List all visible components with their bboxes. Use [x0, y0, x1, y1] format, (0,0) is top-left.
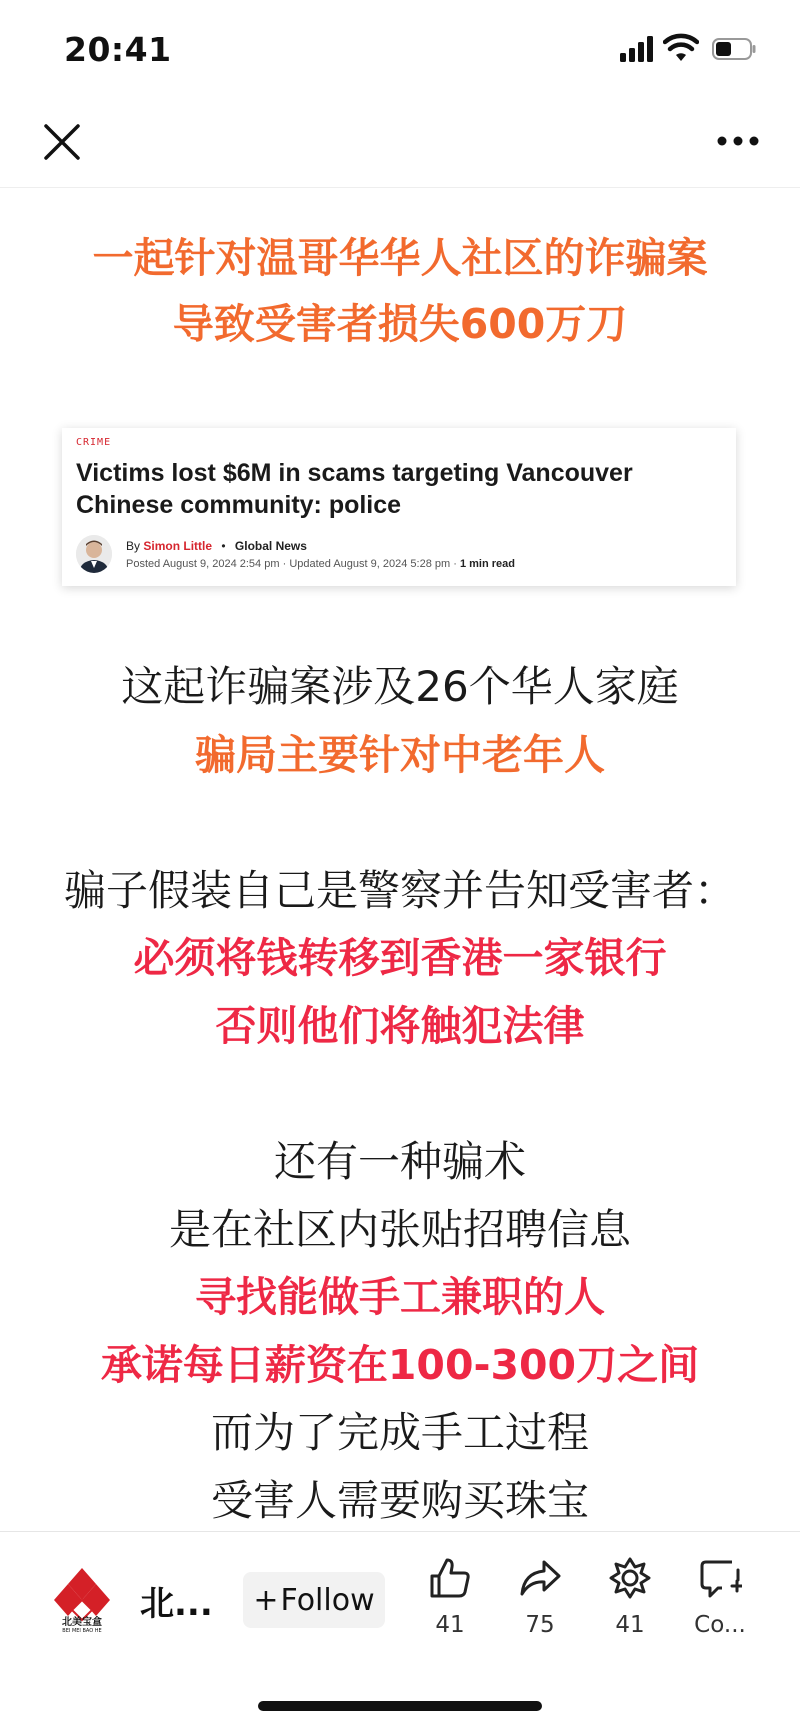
news-posted: Posted August 9, 2024 2:54 pm [126, 558, 280, 570]
follow-plus: + [253, 1582, 279, 1618]
news-updated: Updated August 9, 2024 5:28 pm [289, 558, 451, 570]
collect-button[interactable] [590, 1556, 670, 1666]
like-icon [428, 1556, 472, 1600]
byline-by: By [126, 539, 141, 553]
news-category: CRIME [76, 437, 112, 448]
follow-label: Follow [280, 1582, 375, 1618]
byline-author: Simon Little [143, 539, 213, 553]
news-byline [126, 539, 307, 553]
news-meta [126, 558, 515, 570]
channel-name[interactable]: 北... [140, 1584, 213, 1624]
comment-label: Co... [694, 1612, 746, 1638]
body-line: 骗局主要针对中老年人 [195, 731, 605, 779]
bottom-action-bar [0, 1531, 800, 1732]
byline-outlet: Global News [234, 539, 307, 553]
meta-separator: · [282, 558, 290, 570]
follow-button[interactable] [243, 1572, 385, 1628]
body-line: 而为了完成手工过程 [210, 1408, 589, 1457]
body-line: 骗子假装自己是警察并告知受害者： [63, 866, 736, 915]
meta-separator: · [453, 558, 460, 570]
news-screenshot-card [62, 428, 736, 586]
cellular-signal-icon [620, 36, 654, 62]
collect-icon [608, 1556, 652, 1600]
status-bar [0, 0, 800, 100]
battery-icon [712, 38, 756, 60]
body-line: 这起诈骗案涉及26个华人家庭 [121, 662, 679, 711]
body-line: 寻找能做手工兼职的人 [195, 1273, 605, 1321]
logo-text: 北美宝盒 [62, 1617, 102, 1628]
close-icon[interactable] [42, 122, 82, 162]
collect-count: 41 [615, 1612, 645, 1638]
comment-icon [698, 1556, 742, 1600]
body-line: 必须将钱转移到香港一家银行 [133, 934, 667, 982]
news-read-time: 1 min read [459, 558, 515, 570]
wifi-icon [663, 33, 699, 63]
body-line: 还有一种骗术 [273, 1137, 526, 1186]
more-icon[interactable] [716, 134, 760, 148]
share-button[interactable] [500, 1556, 580, 1666]
body-line: 否则他们将触犯法律 [215, 1002, 585, 1050]
body-line: 承诺每日薪资在100-300刀之间 [100, 1341, 700, 1389]
status-time: 20:41 [64, 30, 172, 69]
share-icon [518, 1556, 562, 1600]
comment-button[interactable] [680, 1556, 760, 1666]
body-line: 是在社区内张贴招聘信息 [168, 1205, 631, 1254]
top-nav [0, 100, 800, 188]
like-button[interactable] [410, 1556, 490, 1666]
author-avatar [76, 535, 112, 573]
share-count: 75 [525, 1612, 555, 1638]
logo-subtext: BEI MEI BAO HE [62, 1628, 102, 1632]
article-title-line-2: 导致受害者损失600万刀 [172, 300, 628, 348]
article-title-line-1: 一起针对温哥华华人社区的诈骗案 [92, 234, 708, 282]
news-headline: Victims lost $6M in scams targeting Vancouver Chinese community: police [76, 459, 633, 519]
channel-logo[interactable] [48, 1566, 116, 1632]
like-count: 41 [435, 1612, 465, 1638]
body-line: 受害人需要购买珠宝 [210, 1476, 589, 1525]
home-indicator[interactable] [258, 1701, 542, 1711]
byline-separator: • [221, 539, 226, 553]
